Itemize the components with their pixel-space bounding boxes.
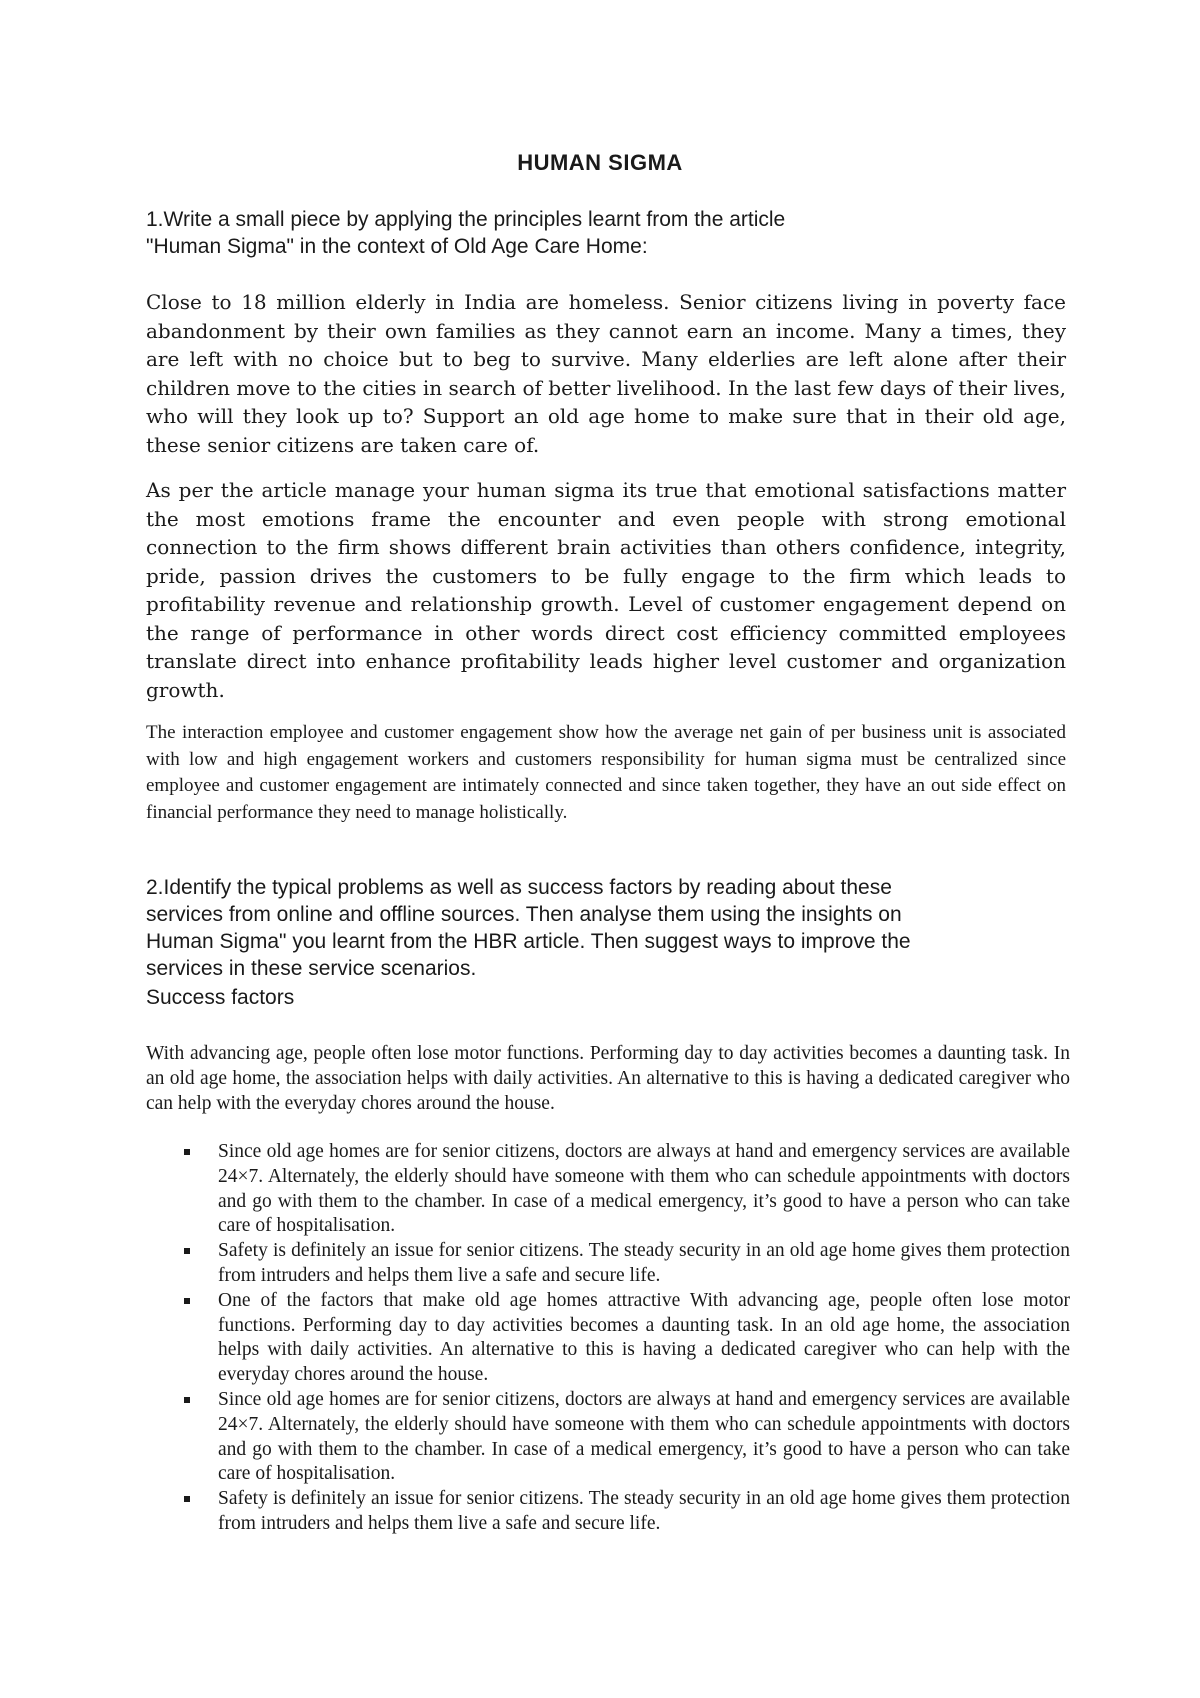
list-item-text: Since old age homes are for senior citizens, doctors are always at hand and emergency services are available 24×7. Alternately, the elderly should have someone with them who can schedule appointments with doctors and go with them to the chamber. In case of a medical emergency, it’s good to have a person who can take care of hospitalisation.: [218, 1141, 1070, 1237]
list-item-text: Safety is definitely an issue for senior citizens. The steady security in an old age home gives them protection from intruders and helps them live a safe and secure life.: [218, 1488, 1070, 1534]
paragraph-human-sigma-emotions: As per the article manage your human sigma its true that emotional satisfactions matter the most emotions frame the encounter and even people with strong emotional connection to the firm shows different brain activities than others confidence, integrity, pride, passion drives the customers to be fully engage to the firm which leads to profitability revenue and relationship growth. Level of customer engagement depend on the range of performance in other words direct cost efficiency committed employees translate direct into enhance profitability leads higher level customer and organization growth.: [146, 478, 1066, 702]
list-item: [146, 1289, 1070, 1388]
list-item-text: One of the factors that make old age homes attractive With advancing age, people often lose motor functions. Performing day to day activities becomes a daunting task. In an old age home, the association helps with daily activities. An alternative to this is having a dedicated caregiver who can help with the everyday chores around the house.: [218, 1289, 1070, 1386]
document-title: HUMAN SIGMA: [517, 150, 683, 175]
list-item-text: Safety is definitely an issue for senior citizens. The steady security in an old age home gives them protection from intruders and helps them live a safe and secure life.: [218, 1240, 1070, 1286]
question-1-line-1: 1.Write a small piece by applying the principles learnt from the article: [146, 208, 786, 231]
question-2-line-3: Human Sigma" you learnt from the HBR article. Then suggest ways to improve the: [146, 930, 911, 953]
success-factors-heading: Success factors: [146, 986, 295, 1009]
question-2: [146, 874, 1066, 982]
bullet-icon: [184, 1298, 190, 1304]
paragraph-daily-activities: With advancing age, people often lose motor functions. Performing day to day activities becomes a daunting task. In an old age home, the association helps with daily activities. An alternative to this is having a dedicated caregiver who can help with the everyday chores around the house.: [146, 1043, 1070, 1114]
bullet-icon: [184, 1248, 190, 1254]
success-factors-list: [146, 1140, 1070, 1537]
question-2-line-4: services in these service scenarios.: [146, 957, 477, 980]
bullet-icon: [184, 1397, 190, 1403]
bullet-icon: [184, 1149, 190, 1155]
question-2-line-2: services from online and offline sources. Then analyse them using the insights on: [146, 903, 902, 926]
question-2-line-1: 2.Identify the typical problems as well as success factors by reading about these: [146, 876, 892, 899]
list-item: [146, 1388, 1070, 1487]
paragraph-homeless-elderly: Close to 18 million elderly in India are homeless. Senior citizens living in poverty face abandonment by their own families as they cannot earn an income. Many a times, they are left with no choice but to beg to survive. Many elderlies are left alone after their children move to the cities in search of better livelihood. In the last few days of their lives, who will they look up to? Support an old age home to make sure that in their old age, these senior citizens are taken care of.: [146, 290, 1066, 457]
list-item: [146, 1140, 1070, 1239]
bullet-icon: [184, 1496, 190, 1502]
list-item-text: Since old age homes are for senior citizens, doctors are always at hand and emergency services are available 24×7. Alternately, the elderly should have someone with them who can schedule appointments with doctors and go with them to the chamber. In case of a medical emergency, it’s good to have a person who can take care of hospitalisation.: [218, 1388, 1070, 1485]
paragraph-engagement-interaction: The interaction employee and customer engagement show how the average net gain of per business unit is associated with low and high engagement workers and customers responsibility for human sigma must be centralized since employee and customer engagement are intimately connected and since taken together, they have an out side effect on financial performance they need to manage holistically.: [146, 722, 1066, 823]
list-item: [146, 1239, 1070, 1289]
question-1: [146, 206, 1066, 260]
question-1-line-2: "Human Sigma" in the context of Old Age Care Home:: [146, 235, 648, 258]
list-item: [146, 1487, 1070, 1537]
